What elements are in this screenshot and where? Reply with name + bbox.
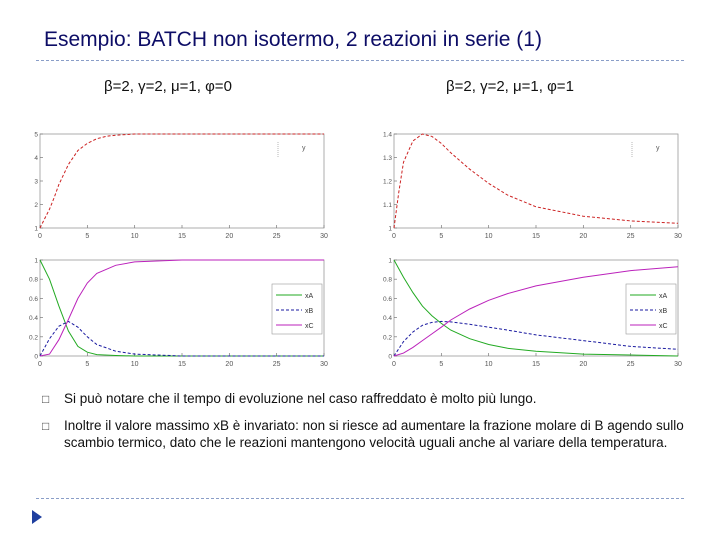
y-tick-label: 0.6 bbox=[28, 295, 38, 303]
legend-label-xC: xC bbox=[659, 323, 668, 330]
y-tick-label: 1.2 bbox=[382, 178, 392, 186]
y-tick-label: 3 bbox=[34, 178, 38, 186]
y-tick-label: 0.2 bbox=[382, 334, 392, 342]
y-tick-label: 1.1 bbox=[382, 202, 392, 209]
legend-label-xB: xB bbox=[659, 308, 668, 315]
y-tick-label: 0.2 bbox=[28, 334, 38, 342]
legend-label-xC: xC bbox=[305, 323, 314, 330]
x-tick-label: 30 bbox=[674, 233, 682, 240]
y-tick-label: 0 bbox=[34, 353, 38, 361]
x-tick-label: 5 bbox=[85, 233, 90, 240]
right-parameters: β=2, γ=2, μ=1, φ=1 bbox=[446, 78, 574, 95]
x-tick-label: 25 bbox=[626, 361, 635, 368]
x-tick-label: 10 bbox=[484, 233, 493, 240]
plot-frame bbox=[394, 134, 678, 228]
y-tick-label: 0.8 bbox=[28, 276, 38, 284]
y-tick-label: 1.4 bbox=[382, 131, 392, 139]
x-tick-label: 5 bbox=[439, 233, 444, 240]
legend-box bbox=[272, 284, 322, 334]
series-line-y-0 bbox=[40, 134, 324, 228]
x-tick-label: 25 bbox=[272, 233, 281, 240]
title-divider bbox=[36, 60, 684, 61]
legend-label-xA: xA bbox=[305, 293, 314, 300]
x-tick-label: 0 bbox=[392, 361, 396, 368]
x-tick-label: 15 bbox=[178, 361, 186, 368]
x-tick-label: 5 bbox=[439, 361, 444, 368]
legend-label-xB: xB bbox=[305, 308, 314, 315]
x-tick-label: 5 bbox=[85, 361, 90, 368]
square-bullet-icon: □ bbox=[42, 419, 50, 433]
y-tick-label: 1.3 bbox=[382, 155, 392, 162]
composition-plot-right bbox=[384, 254, 694, 368]
x-tick-label: 10 bbox=[130, 233, 139, 240]
x-tick-label: 30 bbox=[320, 233, 328, 240]
temperature-plot-left bbox=[30, 128, 340, 240]
x-tick-label: 10 bbox=[130, 361, 139, 368]
footer-divider bbox=[36, 498, 684, 499]
y-tick-label: 4 bbox=[34, 155, 38, 162]
y-tick-label: 0 bbox=[388, 353, 392, 361]
x-tick-label: 0 bbox=[38, 233, 42, 240]
x-tick-label: 20 bbox=[225, 361, 234, 368]
square-bullet-icon: □ bbox=[42, 392, 50, 406]
y-tick-label: 0.6 bbox=[382, 295, 392, 303]
y-tick-label: 1 bbox=[34, 225, 38, 233]
x-tick-label: 25 bbox=[626, 233, 635, 240]
composition-plot-left bbox=[30, 254, 340, 368]
y-tick-label: 0.8 bbox=[382, 276, 392, 284]
x-tick-label: 30 bbox=[674, 361, 682, 368]
legend-box bbox=[626, 284, 676, 334]
slide-title: Esempio: BATCH non isotermo, 2 reazioni in serie (1) bbox=[44, 28, 542, 51]
x-tick-label: 20 bbox=[579, 233, 588, 240]
x-tick-label: 10 bbox=[484, 361, 493, 368]
x-tick-label: 20 bbox=[579, 361, 588, 368]
x-tick-label: 0 bbox=[392, 233, 396, 240]
left-parameters: β=2, γ=2, μ=1, φ=0 bbox=[104, 78, 232, 95]
y-tick-label: 1 bbox=[34, 257, 38, 265]
x-tick-label: 30 bbox=[320, 361, 328, 368]
legend-label: y bbox=[302, 145, 306, 152]
x-tick-label: 15 bbox=[532, 361, 540, 368]
y-tick-label: 2 bbox=[34, 202, 38, 209]
y-tick-label: 1 bbox=[388, 257, 392, 265]
x-tick-label: 15 bbox=[178, 233, 186, 240]
y-tick-label: 0.4 bbox=[382, 315, 392, 323]
temperature-plot-right bbox=[384, 128, 694, 240]
y-tick-label: 1 bbox=[388, 225, 392, 233]
x-tick-label: 20 bbox=[225, 233, 234, 240]
bullet-text-1: Si può notare che il tempo di evoluzione nel caso raffreddato è molto più lungo. bbox=[64, 391, 537, 406]
y-tick-label: 5 bbox=[34, 131, 38, 139]
legend-label-xA: xA bbox=[659, 293, 668, 300]
legend-label: y bbox=[656, 145, 660, 152]
bullet-text-2: Inoltre il valore massimo xB è invariato: non si riesce ad aumentare la frazione molare di B agendo sullo scambio termico, dato che le reazioni mantengono velocità uguali anche al variare della temperatura. bbox=[64, 418, 684, 450]
x-tick-label: 0 bbox=[38, 361, 42, 368]
nav-arrow-icon[interactable] bbox=[30, 508, 44, 526]
series-line-y-0 bbox=[394, 134, 678, 228]
x-tick-label: 25 bbox=[272, 361, 281, 368]
x-tick-label: 15 bbox=[532, 233, 540, 240]
plot-frame bbox=[40, 134, 324, 228]
y-tick-label: 0.4 bbox=[28, 315, 38, 323]
